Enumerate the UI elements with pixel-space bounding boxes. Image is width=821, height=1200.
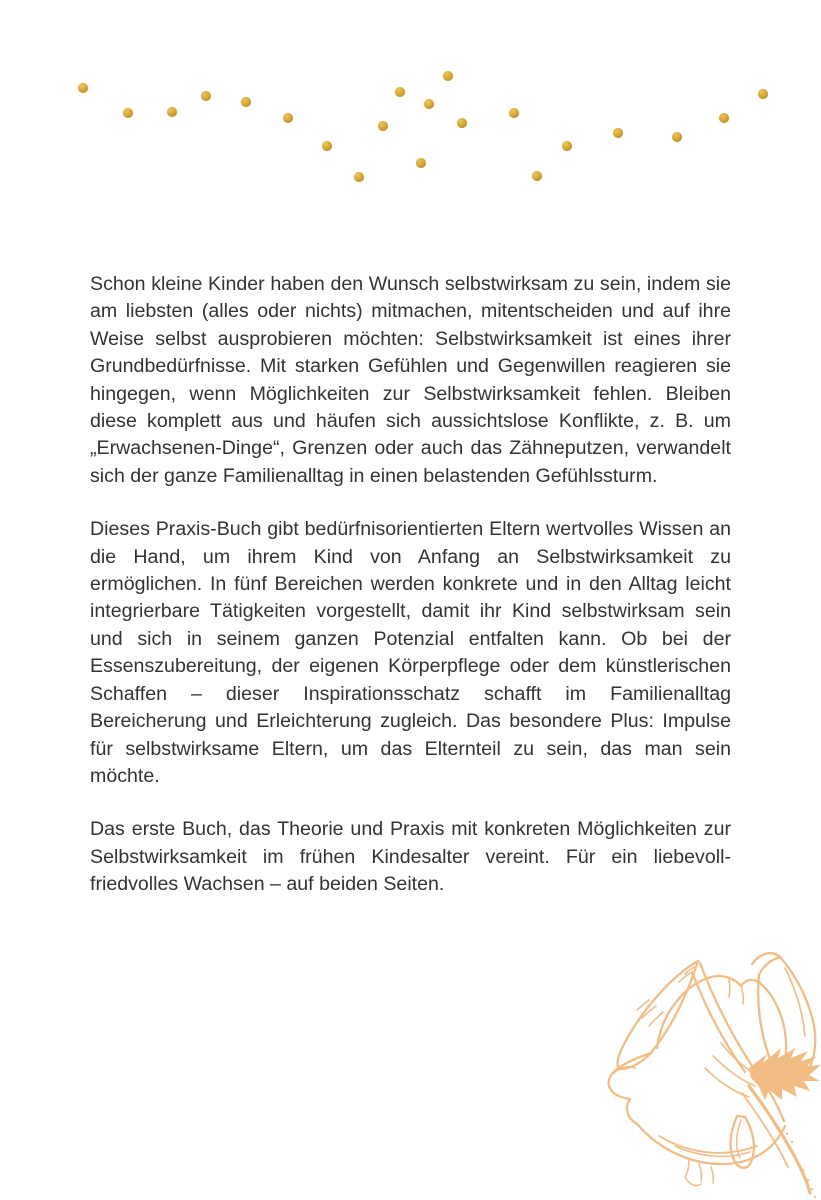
blurb-paragraph-2: Dieses Praxis-Buch gibt bedürfnisorientierten Eltern wertvolles Wissen an die Hand, um ihrem Kind von Anfang an Selbstwirksamkeit zu ermöglichen. In fünf Bereichen werden konkrete und in den Alltag leicht integrierbare Tätigkeiten vorgestellt, damit ihr Kind selbstwirksam sein und sich in seinem ganzen Potenzial entfalten kann. Ob bei der Essenszubereitung, der eigenen Körperpflege oder dem künstlerischen Schaffen – dieser Inspirationsschatz schafft im Familienalltag Bereicherung und Erleichterung zugleich. Das besondere Plus: Impulse für selbstwirksame Eltern, um das Elternteil zu sein, das man sein möchte. (90, 518, 731, 787)
rose-sketch-illustration (601, 948, 821, 1200)
gold-dots-layer (0, 0, 821, 200)
gold-dot-icon (378, 121, 388, 131)
gold-dot-icon (395, 87, 405, 97)
gold-dot-icon (78, 83, 88, 93)
gold-dot-icon (283, 113, 293, 123)
gold-dot-icon (424, 99, 434, 109)
gold-dot-icon (443, 71, 453, 81)
rose-sketch-fills (749, 1048, 821, 1198)
gold-dot-icon (613, 128, 623, 138)
gold-dot-icon (241, 97, 251, 107)
gold-dot-icon (167, 107, 177, 117)
gold-dot-icon (672, 132, 682, 142)
gold-dot-icon (457, 118, 467, 128)
gold-dot-icon (562, 141, 572, 151)
gold-dot-icon (322, 141, 332, 151)
gold-dot-icon (201, 91, 211, 101)
gold-dot-icon (509, 108, 519, 118)
gold-dot-icon (416, 158, 426, 168)
gold-dot-icon (719, 113, 729, 123)
gold-dot-icon (758, 89, 768, 99)
gold-dot-icon (532, 171, 542, 181)
gold-dot-icon (354, 172, 364, 182)
blurb-text-block (90, 271, 731, 899)
blurb-paragraph-1: Schon kleine Kinder haben den Wunsch selbstwirksam zu sein, indem sie am liebsten (alles oder nichts) mitmachen, mitentscheiden und auf ihre Weise selbst ausprobieren möchten: Selbstwirksamkeit ist eines ihrer Grundbedürfnisse. Mit starken Gefühlen und Gegenwillen reagieren sie hingegen, wenn Möglichkeiten zur Selbstwirksamkeit fehlen. Bleiben diese komplett aus und häufen sich aussichtslose Konflikte, z. B. um „Erwachsenen-Dinge“, Grenzen oder auch das Zähneputzen, verwandelt sich der ganze Familienalltag in einen belastenden Gefühlssturm. (90, 273, 731, 487)
blurb-paragraph-3: Das erste Buch, das Theorie und Praxis mit konkreten Möglichkeiten zur Selbstwirksamkeit im frühen Kindesalter vereint. Für ein liebevoll-friedvolles Wachsen – auf beiden Seiten. (90, 818, 731, 896)
gold-dot-icon (123, 108, 133, 118)
